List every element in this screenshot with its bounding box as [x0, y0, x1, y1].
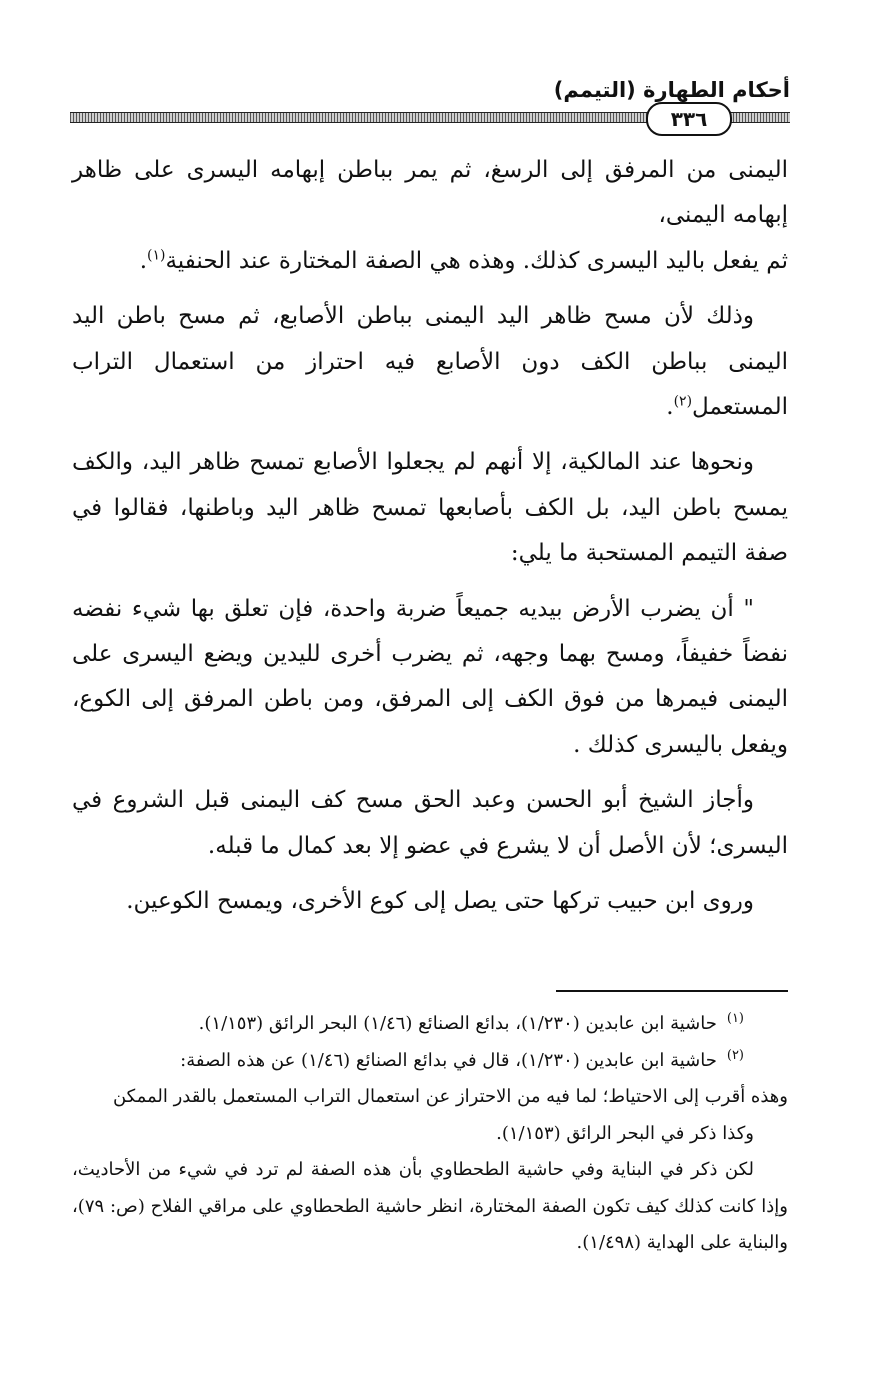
footnote-1-text: حاشية ابن عابدين (١/٢٣٠)، بدائع الصنائع (١/٤٦) البحر الرائق (١/١٥٣).: [198, 1013, 717, 1034]
footnote-ref-1[interactable]: (١): [147, 247, 166, 264]
footnote-2-paragraph-2: لكن ذكر في البناية وفي حاشية الطحطاوي بأن هذه الصفة لم ترد في شيء من الأحاديث، وإذا كانت كذلك كيف تكون الصفة المختارة، انظر حاشية الطحطاوي على مراقي الفلاح (ص: ٧٩)، والبناية على الهداية (١/٤٩٨).: [72, 1159, 788, 1253]
footnote-1-number: (١): [726, 1011, 744, 1026]
footnote-separator: [556, 990, 788, 992]
paragraph-6: وروى ابن حبيب تركها حتى يصل إلى كوع الأخرى، ويمسح الكوعين.: [126, 888, 754, 915]
footnote-2-line-1: [72, 1043, 788, 1080]
footnote-ref-2[interactable]: (٢): [673, 393, 693, 410]
footnotes: [72, 1006, 788, 1262]
footnote-2-number: (٢): [726, 1047, 744, 1063]
paragraph-1-line-1: اليمنى من المرفق إلى الرسغ، ثم يمر بباطن إبهامه اليسرى على ظاهر إبهامه اليمنى،: [72, 157, 788, 229]
running-title: أحكام الطهارة (التيمم): [553, 78, 790, 102]
footnote-2-text: حاشية ابن عابدين (١/٢٣٠)، قال في بدائع الصنائع (١/٤٦) عن هذه الصفة:: [180, 1049, 717, 1071]
footnote-1: [72, 1006, 788, 1043]
paragraph-2-end: .: [666, 394, 674, 421]
paragraph-1: [72, 148, 788, 284]
paragraph-2: [72, 294, 788, 430]
footnote-2-line-2: وهذه أقرب إلى الاحتياط؛ لما فيه من الاحتراز عن استعمال التراب المستعمل بالقدر الممكن: [112, 1086, 788, 1107]
footnote-2-line-3: وكذا ذكر في البحر الرائق (١/١٥٣).: [496, 1122, 754, 1144]
quote-paragraph: " أن يضرب الأرض بيديه جميعاً ضربة واحدة، فإن تعلق بها شيء نفضه نفضاً خفيفاً، ومسح بهما وجهه، ثم يضرب أخرى لليدين ويضع اليسرى على اليمنى فيمرها من فوق الكف إلى المرفق، ومن باطن المرفق إلى الكوع، ويفعل باليسرى كذلك .: [72, 595, 788, 758]
paragraph-1-end: .: [139, 247, 147, 274]
paragraph-3: ونحوها عند المالكية، إلا أنهم لم يجعلوا الأصابع تمسح ظاهر اليد، والكف يمسح باطن اليد، بل الكف بأصابعها تمسح ظاهر اليد وباطنها، فقالوا في صفة التيمم المستحبة ما يلي:: [72, 449, 788, 567]
page-number: ٣٣٦: [646, 102, 732, 136]
paragraph-2-text: وذلك لأن مسح ظاهر اليد اليمنى بباطن الأصابع، ثم مسح باطن اليد اليمنى بباطن الكف دون الأصابع فيه احتراز من استعمال التراب المستعمل: [72, 303, 788, 421]
main-text: [72, 148, 788, 935]
paragraph-1-line-2: ثم يفعل باليد اليسرى كذلك. وهذه هي الصفة المختارة عند الحنفية: [165, 247, 788, 274]
page-header: [70, 76, 790, 136]
paragraph-5: وأجاز الشيخ أبو الحسن وعبد الحق مسح كف اليمنى قبل الشروع في اليسرى؛ لأن الأصل أن لا يشرع في عضو إلا بعد كمال ما قبله.: [72, 787, 788, 859]
